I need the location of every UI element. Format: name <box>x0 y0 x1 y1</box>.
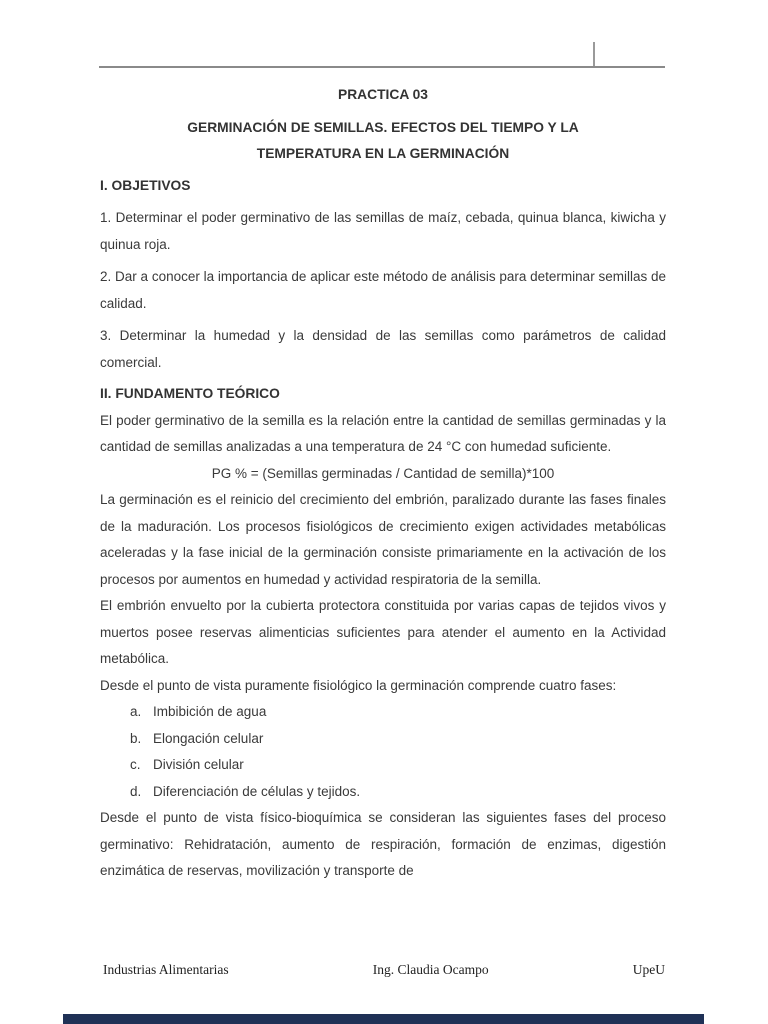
list-marker: b. <box>130 730 142 746</box>
document-subtitle <box>100 115 666 168</box>
subtitle-line-1: GERMINACIÓN DE SEMILLAS. EFECTOS DEL TIEMPO Y LA <box>187 119 579 135</box>
list-item-fase-b <box>100 726 666 753</box>
fundamento-paragraph-1: El poder germinativo de la semilla es la relación entre la cantidad de semillas germinadas y la cantidad de semillas analizadas a una temperatura de 24 °C con humedad suficiente. <box>100 412 666 454</box>
section-heading-objetivos: I. OBJETIVOS <box>100 177 191 193</box>
footer-department: Industrias Alimentarias <box>103 962 229 977</box>
objetivo-item-2: 2. Dar a conocer la importancia de aplicar este método de análisis para determinar semillas de calidad. <box>100 269 666 311</box>
germination-formula: PG % = (Semillas germinadas / Cantidad de semilla)*100 <box>211 465 555 481</box>
list-item-fase-a <box>100 699 666 726</box>
list-item-label: Diferenciación de células y tejidos. <box>153 783 361 799</box>
subtitle-line-2: TEMPERATURA EN LA GERMINACIÓN <box>256 146 510 161</box>
document-content <box>100 0 666 885</box>
bottom-progress-bar <box>63 1014 704 1024</box>
objetivo-item-1: 1. Determinar el poder germinativo de las semillas de maíz, cebada, quinua blanca, kiwicha y quinua roja. <box>100 210 666 252</box>
list-marker: a. <box>130 704 142 719</box>
fundamento-paragraph-5: Desde el punto de vista físico-bioquímica se consideran las siguientes fases del proceso germinativo: Rehidratación, aumento de respiración, formación de enzimas, digestión enzimática de reservas, movilización y transporte de <box>100 810 666 878</box>
list-item-label: Imbibición de agua <box>153 704 267 719</box>
fundamento-paragraph-2: La germinación es el reinicio del crecimiento del embrión, paralizado durante las fases finales de la maduración. Los procesos fisiológicos de crecimiento exigen actividades metabólicas aceleradas y la fase inicial de la germinación consiste primariamente en la activación de los procesos por aumentos en humedad y actividad respiratoria de la semilla. <box>100 492 666 587</box>
list-item-label: División celular <box>153 757 244 772</box>
footer-author: Ing. Claudia Ocampo <box>372 962 489 977</box>
page-footer <box>103 962 665 978</box>
fundamento-paragraph-4: Desde el punto de vista puramente fisiológico la germinación comprende cuatro fases: <box>100 677 617 693</box>
list-marker: d. <box>130 783 142 799</box>
list-item-fase-d <box>100 779 666 806</box>
footer-institution: UpeU <box>632 962 665 977</box>
list-marker: c. <box>130 757 141 772</box>
page-title: PRACTICA 03 <box>338 87 428 102</box>
list-item-fase-c <box>100 752 666 779</box>
section-heading-fundamento: II. FUNDAMENTO TEÓRICO <box>100 386 280 401</box>
fundamento-paragraph-3: El embrión envuelto por la cubierta protectora constituida por varias capas de tejidos vivos y muertos posee reservas alimenticias suficientes para atender el aumento en la Actividad metabólica. <box>100 598 666 666</box>
list-item-label: Elongación celular <box>153 730 264 746</box>
objetivo-item-3: 3. Determinar la humedad y la densidad de las semillas como parámetros de calidad comercial. <box>100 328 666 370</box>
